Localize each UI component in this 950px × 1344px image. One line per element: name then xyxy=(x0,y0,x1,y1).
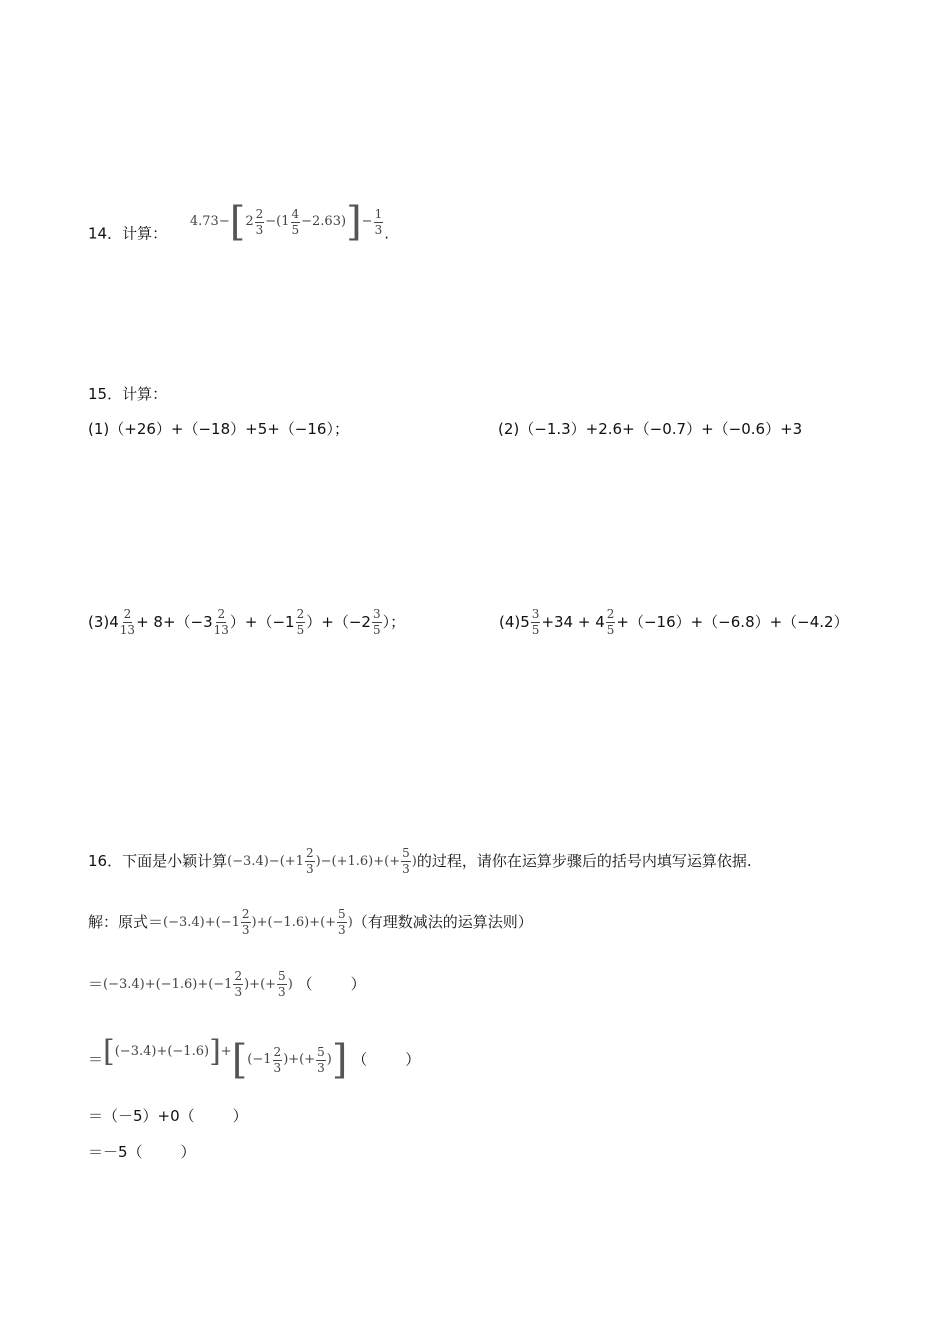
fraction: $\frac{2}{3}$ xyxy=(255,206,264,237)
q14-expression: 4.73−[2 $\frac{2}{3}$ −(1 $\frac{4}{5}$ −2.63)]− $\frac{1}{3}$ xyxy=(189,199,383,245)
fraction: $\frac{1}{3}$ xyxy=(374,206,383,237)
question-16: 16．下面是小颖计算(−3.4)−(+1 $\frac{2}{3}$ )−(+1.6)+(+ $\frac{5}{3}$ )的过程，请你在运算步骤后的括号内填写运算依据. xyxy=(88,846,752,876)
fraction: $\frac{2}{3}$ xyxy=(241,907,250,937)
fraction: $\frac{2}{3}$ xyxy=(234,969,243,999)
fraction: $\frac{2}{3}$ xyxy=(273,1044,282,1075)
q14-label: 14．计算： xyxy=(88,224,168,243)
fraction: $\frac{2}{13}$ xyxy=(119,607,136,637)
fraction: $\frac{5}{3}$ xyxy=(317,1044,325,1075)
q16-step-4: ＝（－5）+0（ ） xyxy=(88,1107,248,1125)
fraction: $\frac{5}{3}$ xyxy=(338,907,346,937)
q16-step-5: ＝－5（ ） xyxy=(88,1143,196,1161)
q16-step-2: ＝(−3.4)+(−1.6)+(−1 $\frac{2}{3}$ )+(+ $\frac{5}{3}$ ) （ ） xyxy=(88,969,366,999)
fraction: $\frac{2}{5}$ xyxy=(296,607,305,637)
fraction: $\frac{4}{5}$ xyxy=(291,206,300,237)
fraction: $\frac{2}{13}$ xyxy=(213,607,229,637)
q15-part-2: (2)（−1.3）+2.6+（−0.7）+（−0.6）+3 xyxy=(498,420,803,438)
fraction: $\frac{2}{3}$ xyxy=(305,846,314,876)
fraction: $\frac{3}{5}$ xyxy=(372,607,381,637)
fraction: $\frac{2}{5}$ xyxy=(606,607,615,637)
q16-step-1: 解：原式＝(−3.4)+(−1 $\frac{2}{3}$ )+(−1.6)+(+ $\frac{5}{3}$ )（有理数减法的运算法则） xyxy=(88,907,533,937)
fraction: $\frac{3}{5}$ xyxy=(531,607,540,637)
q15-part-1: (1)（+26）+（−18）+5+（−16）； xyxy=(88,420,349,438)
q16-step-3: ＝[(−3.4)+(−1.6)]+[(−1 $\frac{2}{3}$ )+(+ $\frac{5}{3}$ )] （ ） xyxy=(88,1034,421,1083)
q15-part-4: (4)5 $\frac{3}{5}$ +34 + 4 $\frac{2}{5}$ +（−16）+（−6.8）+（−4.2） xyxy=(499,607,849,637)
question-14: 14．计算： 4.73−[2 $\frac{2}{3}$ −(1 $\frac{4}{5}$ −2.63)]− $\frac{1}{3}$ . xyxy=(88,199,389,245)
fraction: $\frac{5}{3}$ xyxy=(402,846,410,876)
question-15-label: 15．计算： xyxy=(88,385,168,403)
q15-part-3: (3)4 $\frac{2}{13}$ + 8+（−3 $\frac{2}{13}$ ）+（−1 $\frac{2}{5}$ ）+（−2 $\frac{3}{5}$ ）； xyxy=(88,607,406,637)
fraction: $\frac{5}{3}$ xyxy=(278,969,286,999)
